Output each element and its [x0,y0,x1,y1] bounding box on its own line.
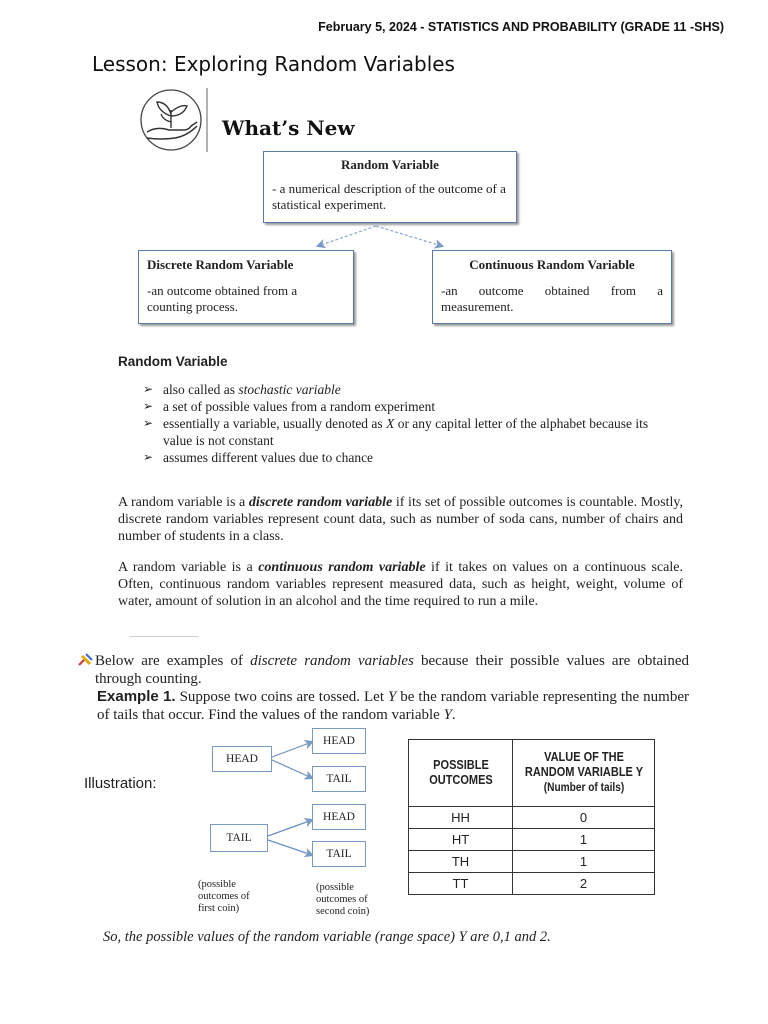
lesson-title: Lesson: Exploring Random Variables [92,52,455,76]
continuous-definition-paragraph: A random variable is a continuous random variable if it takes on values on a continuous scale. Often, continuous random variables represent measured data, such as height, weight, volume of water, amount of solution in an alcohol and the time required to run a mile. [118,560,683,609]
page-header: February 5, 2024 - STATISTICS AND PROBABILITY (GRADE 11 -SHS) [318,20,724,34]
example-1-text: Example 1. Suppose two coins are tossed. Let Y be the random variable representing the number of tails that occur. Find the values of the random variable Y. [97,688,689,723]
first-coin-tail-box: TAIL [210,824,268,852]
first-coin-caption: (possible outcomes of first coin) [198,879,250,914]
table-row: TT 2 [409,873,655,895]
rv-bullet-list [143,381,663,466]
second-coin-head-box-2: HEAD [312,804,366,830]
arrow-to-continuous [376,226,442,246]
continuous-variable-box-title: Continuous Random Variable [469,257,635,272]
divider [130,636,198,637]
second-coin-tail-box-1: TAIL [312,766,366,792]
hand-with-leaves-icon [137,86,209,154]
arrow-tail-head [268,820,312,836]
discrete-variable-box-desc: -an outcome obtained from a counting process. [147,283,298,314]
list-item: ➢ a set of possible values from a random experiment [143,399,436,414]
rv-heading: Random Variable [118,354,228,369]
continuous-variable-box [432,250,672,324]
list-item: ➢ essentially a variable, usually denoted as X or any capital letter of the alphabet because its value is not constant [143,416,649,448]
second-coin-tail-box-2: TAIL [312,841,366,867]
examples-block [77,652,689,724]
table-row: TH 1 [409,851,655,873]
discrete-variable-box-title: Discrete Random Variable [147,257,294,272]
table-header-row [409,740,655,807]
outcomes-table [408,739,655,895]
section-title: What’s New [222,116,355,140]
pushpin-icon [77,653,93,669]
discrete-definition-paragraph: A random variable is a discrete random variable if its set of possible outcomes is countable. Mostly, discrete random variables represent count data, such as number of soda cans, number of chairs and number of students in a class. [118,495,683,544]
second-coin-caption: (possible outcomes of second coin) [316,882,370,917]
table-header-outcomes: POSSIBLE OUTCOMES [415,740,507,807]
list-item: ➢ also called as stochastic variable [143,382,341,397]
discrete-variable-box [138,250,354,324]
random-variable-box-desc: - a numerical description of the outcome of a statistical experiment. [272,181,506,212]
arrow-head-head [272,742,312,757]
arrow-bullet-icon: ➢ [143,450,154,464]
conclusion-text: So, the possible values of the random variable (range space) Y are 0,1 and 2. [103,929,551,945]
table-header-value: VALUE OF THE RANDOM VARIABLE Y (Number of tails) [521,740,646,807]
random-variable-box [263,151,517,223]
arrow-bullet-icon: ➢ [143,382,154,396]
continuous-variable-box-desc: -an outcome obtained from a measurement. [441,283,663,314]
arrow-tail-tail [268,840,312,855]
first-coin-head-box: HEAD [212,746,272,772]
random-variable-box-title: Random Variable [341,157,439,172]
arrow-bullet-icon: ➢ [143,416,154,430]
illustration-label: Illustration: [84,775,157,792]
list-item: ➢ assumes different values due to chance [143,450,374,465]
arrow-bullet-icon: ➢ [143,399,154,413]
second-coin-head-box-1: HEAD [312,728,366,754]
table-row: HH 0 [409,807,655,829]
arrow-head-tail [272,760,312,778]
arrow-to-discrete [318,226,376,246]
table-row: HT 1 [409,829,655,851]
examples-intro: Below are examples of discrete random variables because their possible values are obtained through counting. [95,653,690,687]
